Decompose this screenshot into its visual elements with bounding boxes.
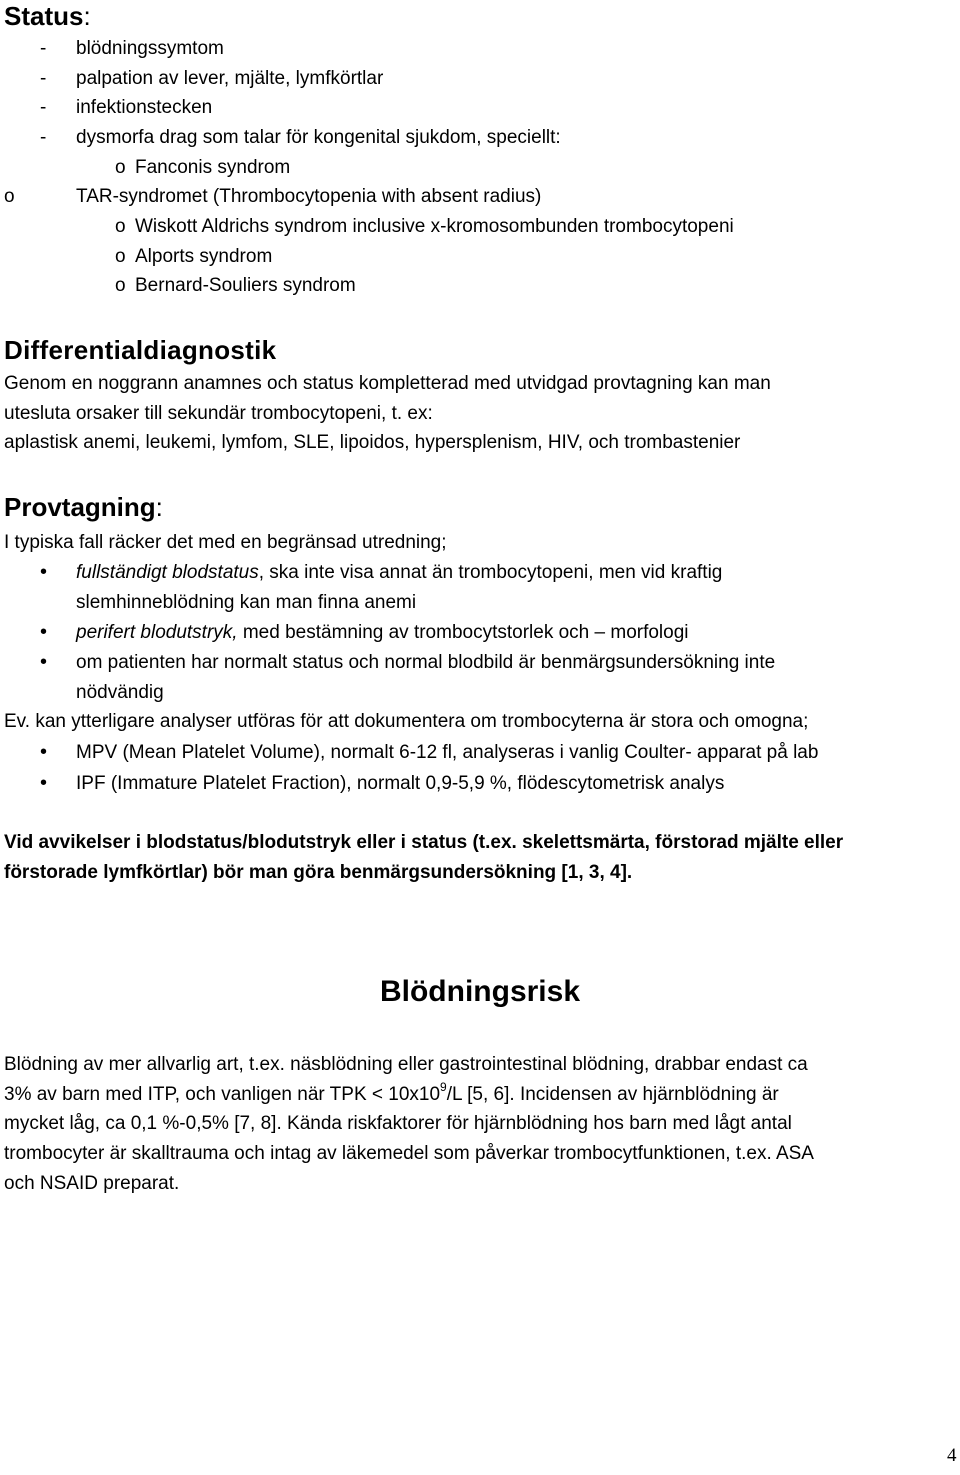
blodningsrisk-heading: Blödningsrisk	[379, 975, 581, 1008]
bold-paragraph-line: förstorade lymfkörtlar) bör man göra benmärgsundersökning [1, 3, 4].	[4, 862, 633, 883]
list-marker: -	[40, 127, 47, 148]
list-item-continuation: nödvändig	[76, 682, 164, 703]
list-item: IPF (Immature Platelet Fraction), normalt 0,9-5,9 %, flödescytometrisk analys	[76, 773, 725, 794]
sub-list-marker: o	[115, 246, 126, 267]
bullet-marker: •	[40, 772, 48, 794]
sub-list-item: Bernard-Souliers syndrom	[135, 275, 356, 296]
list-item: infektionstecken	[76, 97, 213, 118]
sub-list-item: TAR-syndromet (Thrombocytopenia with absent radius)	[76, 186, 542, 207]
list-item: fullständigt blodstatus, ska inte visa annat än trombocytopeni, men vid kraftig	[76, 562, 723, 583]
sub-list-marker: o	[115, 157, 126, 178]
bullet-marker: •	[40, 651, 48, 673]
paragraph-line: Blödning av mer allvarlig art, t.ex. näsblödning eller gastrointestinal blödning, drabbar endast ca	[4, 1054, 808, 1075]
list-item: palpation av lever, mjälte, lymfkörtlar	[76, 68, 384, 89]
list-item: blödningssymtom	[76, 38, 224, 59]
list-marker: -	[40, 38, 47, 59]
sub-list-marker: o	[115, 216, 126, 237]
list-item: dysmorfa drag som talar för kongenital sjukdom, speciellt:	[76, 127, 561, 148]
list-marker: -	[40, 68, 47, 89]
paragraph-line: trombocyter är skalltrauma och intag av läkemedel som påverkar trombocytfunktionen, t.ex. ASA	[4, 1143, 814, 1164]
paragraph-line: Ev. kan ytterligare analyser utföras för att dokumentera om trombocyterna är stora och omogna;	[4, 711, 809, 732]
sub-list-item: Wiskott Aldrichs syndrom inclusive x-kromosombunden trombocytopeni	[135, 216, 734, 237]
differential-heading: Differentialdiagnostik	[4, 335, 277, 365]
list-item: perifert blodutstryk, med bestämning av trombocytstorlek och – morfologi	[76, 622, 689, 643]
sub-list-marker: o	[4, 186, 15, 207]
paragraph-line: och NSAID preparat.	[4, 1173, 180, 1194]
page-number: 4	[947, 1445, 957, 1466]
list-item: om patienten har normalt status och normal blodbild är benmärgsundersökning inte	[76, 652, 776, 673]
bullet-marker: •	[40, 621, 48, 643]
paragraph-line: Genom en noggrann anamnes och status kompletterad med utvidgad provtagning kan man	[4, 373, 771, 394]
paragraph-line: aplastisk anemi, leukemi, lymfom, SLE, lipoidos, hypersplenism, HIV, och trombastenier	[4, 432, 741, 453]
provtagning-heading: Provtagning:	[4, 492, 163, 522]
paragraph-line: utesluta orsaker till sekundär trombocytopeni, t. ex:	[4, 403, 433, 424]
paragraph-line: mycket låg, ca 0,1 %-0,5% [7, 8]. Kända riskfaktorer för hjärnblödning hos barn med lågt antal	[4, 1113, 792, 1134]
status-heading: Status:	[4, 1, 91, 31]
list-marker: -	[40, 97, 47, 118]
list-item-continuation: slemhinneblödning kan man finna anemi	[76, 592, 417, 613]
bold-paragraph-line: Vid avvikelser i blodstatus/blodutstryk eller i status (t.ex. skelettsmärta, förstorad mjälte eller	[4, 832, 844, 853]
paragraph-line: I typiska fall räcker det med en begränsad utredning;	[4, 532, 447, 553]
bullet-marker: •	[40, 741, 48, 763]
sub-list-item: Alports syndrom	[135, 246, 273, 267]
sub-list-marker: o	[115, 275, 126, 296]
bullet-marker: •	[40, 561, 48, 583]
paragraph-line: 3% av barn med ITP, och vanligen när TPK < $10x10^9/L$ [5, 6]. Incidensen av hjärnblödning är	[4, 1080, 779, 1105]
sub-list-item: Fanconis syndrom	[135, 157, 291, 178]
list-item: MPV (Mean Platelet Volume), normalt 6-12 fl, analyseras i vanlig Coulter- apparat på lab	[76, 742, 819, 763]
